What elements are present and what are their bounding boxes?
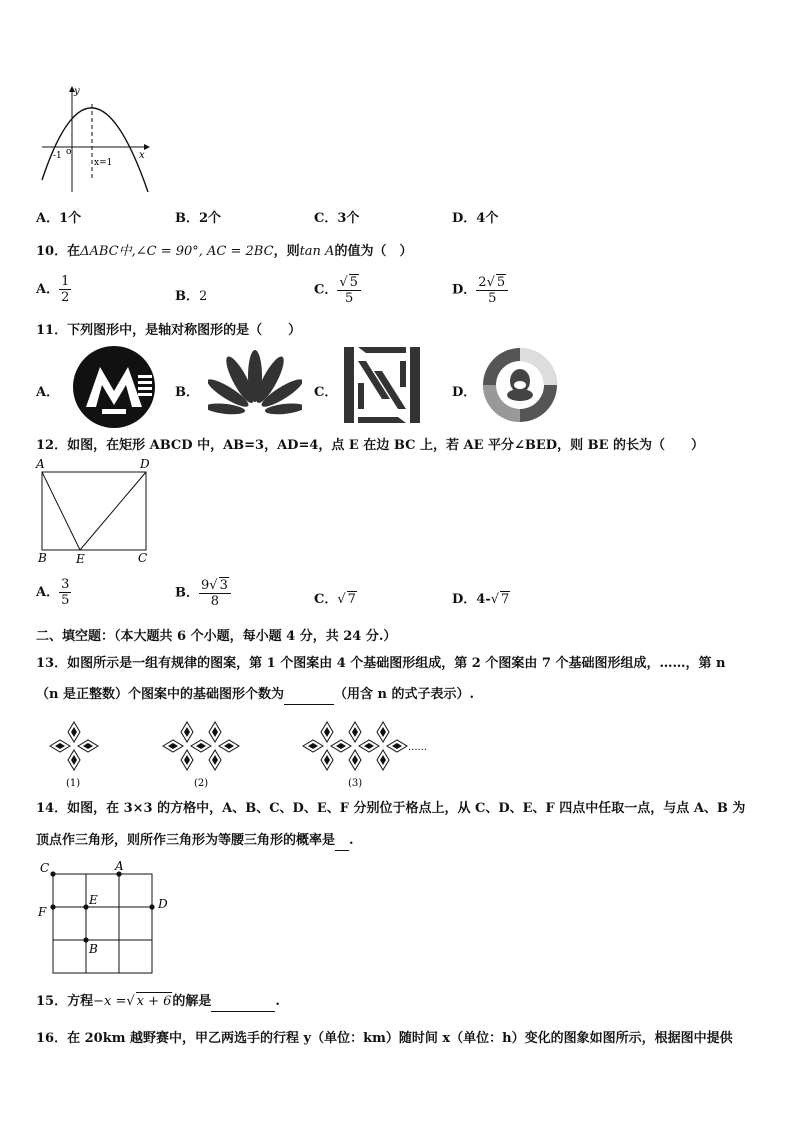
q10-option-a[interactable] bbox=[36, 274, 71, 305]
coefficient: 9 bbox=[201, 578, 210, 593]
q9-option-b[interactable] bbox=[175, 207, 221, 226]
q10-stem bbox=[36, 243, 412, 261]
q10-option-d[interactable] bbox=[452, 274, 508, 306]
fraction bbox=[59, 274, 71, 305]
q12-stem: 12．如图，在矩形 ABCD 中，AB=3，AD=4，点 E 在边 BC 上，若 AE 平分∠BED，则 BE 的长为（ ） bbox=[36, 438, 705, 453]
q10-stem-mid: ，则 bbox=[273, 244, 300, 259]
q14-stem-line1: 14．如图，在 3×3 的方格中，A、B、C、D、E、F 分别位于格点上，从 C、D、E、F 四点中任取一点，与点 A、B 为 bbox=[36, 801, 746, 816]
q11-option-d-letter[interactable]: D． bbox=[452, 385, 477, 400]
option-letter: B． bbox=[175, 289, 199, 304]
q14-line2-end: . bbox=[349, 833, 354, 848]
q11-stem: 11．下列图形中，是轴对称图形的是（ ） bbox=[36, 323, 302, 338]
section-2-title: 二、填空题：（本大题共 6 个小题，每小题 4 分，共 24 分.） bbox=[36, 629, 397, 644]
fraction bbox=[476, 274, 508, 306]
denominator: 5 bbox=[345, 291, 354, 306]
radicand: 5 bbox=[349, 275, 358, 290]
q12-point-e-label: E bbox=[76, 552, 85, 564]
q9-y-label: y bbox=[74, 86, 80, 97]
option-letter: B． bbox=[175, 585, 199, 601]
q13-dots: ...... bbox=[408, 742, 428, 753]
option-letter: C． bbox=[314, 282, 338, 298]
denominator: 2 bbox=[61, 290, 70, 305]
option-letter: C． bbox=[314, 211, 338, 226]
option-text: 2个 bbox=[199, 211, 222, 226]
q12-option-a[interactable] bbox=[36, 577, 71, 608]
q11-option-c-letter[interactable]: C． bbox=[314, 385, 338, 400]
denominator: 5 bbox=[488, 291, 497, 306]
denominator: 5 bbox=[61, 593, 70, 608]
radicand: x + 6 bbox=[136, 994, 172, 1009]
q9-parabola-graph bbox=[36, 84, 166, 194]
q14-stem-line2 bbox=[36, 832, 354, 851]
option-letter: A． bbox=[36, 211, 60, 226]
q12-point-a-label: A bbox=[36, 457, 45, 471]
q15-prefix: 15．方程 bbox=[36, 994, 94, 1009]
q14-point-d-label: D bbox=[158, 897, 168, 911]
coefficient: 2 bbox=[478, 275, 487, 290]
q10-stem-prefix: 10．在 bbox=[36, 244, 81, 259]
radicand: 5 bbox=[496, 275, 506, 290]
option-prefix: 4- bbox=[476, 592, 491, 607]
numerator: 3 bbox=[61, 577, 70, 592]
numerator: 2√ 5 bbox=[476, 274, 508, 291]
fraction bbox=[59, 577, 71, 608]
q13-label-1: (1) bbox=[66, 778, 81, 788]
q9-origin-label: o bbox=[66, 147, 72, 157]
option-letter: C． bbox=[314, 592, 338, 607]
q12-point-b-label: B bbox=[38, 551, 47, 564]
q14-point-b-label: B bbox=[89, 942, 98, 956]
q13-label-3: (3) bbox=[348, 778, 363, 788]
radicand: 7 bbox=[501, 592, 510, 607]
q14-point-e-label: E bbox=[89, 893, 98, 907]
option-letter: B． bbox=[175, 211, 199, 226]
q10-tan-expr: tan A bbox=[299, 244, 335, 259]
q15-answer-blank[interactable] bbox=[211, 993, 275, 1012]
q13-line2-prefix: （n 是正整数）个图案中的基础图形个数为 bbox=[36, 687, 284, 702]
q10-condition: ΔABC中,∠C = 90°, AC = 2BC bbox=[80, 244, 274, 259]
q13-stem-line2 bbox=[36, 686, 474, 705]
q12-point-d-label: D bbox=[140, 457, 150, 471]
q12-point-c-label: C bbox=[138, 551, 148, 564]
q13-answer-blank[interactable] bbox=[284, 686, 334, 705]
q9-neg1-label: -1 bbox=[53, 151, 62, 161]
fraction bbox=[199, 577, 231, 609]
option-text: 3个 bbox=[337, 211, 360, 226]
denominator: 8 bbox=[210, 594, 220, 609]
q12-rectangle-figure bbox=[34, 456, 158, 564]
q9-axis-label: x=1 bbox=[94, 158, 113, 168]
q9-option-d[interactable] bbox=[452, 207, 498, 226]
q11-logo-c-icon[interactable] bbox=[344, 347, 420, 423]
q16-stem: 16．在 20km 越野赛中，甲乙两选手的行程 y（单位：km）随时间 x（单位：h）变化的图象如图所示，根据图中提供 bbox=[36, 1031, 733, 1046]
q9-option-c[interactable] bbox=[314, 207, 359, 226]
q10-option-c[interactable] bbox=[314, 274, 361, 306]
q15-suffix: 的解是 bbox=[172, 994, 212, 1009]
q9-x-label: x bbox=[139, 150, 145, 161]
q10-option-b[interactable] bbox=[175, 285, 207, 304]
q14-grid-figure bbox=[34, 858, 174, 978]
q14-answer-blank[interactable] bbox=[335, 832, 349, 851]
fraction bbox=[337, 274, 361, 306]
q15-end: . bbox=[275, 994, 280, 1009]
q15-sqrt: √ x + 6 bbox=[126, 994, 172, 1009]
q13-stem-line1: 13．如图所示是一组有规律的图案，第 1 个图案由 4 个基础图形组成，第 2 个图案由 7 个基础图形组成，……，第 n bbox=[36, 656, 726, 671]
q10-stem-suffix: 的值为（ ） bbox=[334, 244, 413, 259]
q11-option-a-letter[interactable]: A． bbox=[36, 385, 60, 400]
q11-logo-d-icon[interactable] bbox=[482, 347, 558, 423]
q15-stem bbox=[36, 992, 280, 1012]
q9-option-a[interactable] bbox=[36, 207, 81, 226]
numerator: √ 5 bbox=[337, 274, 361, 291]
numerator: 9√ 3 bbox=[199, 577, 231, 594]
option-letter: D． bbox=[452, 592, 477, 607]
q15-lhs: −x = bbox=[93, 994, 127, 1009]
option-text: 2 bbox=[199, 289, 208, 304]
q11-logo-a-icon[interactable] bbox=[72, 345, 156, 429]
option-letter: D． bbox=[452, 211, 477, 226]
q11-logo-b-icon[interactable] bbox=[208, 348, 302, 424]
q14-point-a-label: A bbox=[115, 859, 124, 873]
q14-point-c-label: C bbox=[40, 861, 50, 875]
q14-point-f-label: F bbox=[38, 905, 47, 919]
q13-label-2: (2) bbox=[194, 778, 209, 788]
option-text: 1个 bbox=[59, 211, 82, 226]
q11-option-b-letter[interactable]: B． bbox=[175, 385, 199, 400]
numerator: 1 bbox=[61, 274, 70, 289]
q12-option-d[interactable]: D．4-√ 7 bbox=[452, 592, 510, 607]
option-text: 4个 bbox=[476, 211, 499, 226]
q12-option-b[interactable] bbox=[175, 577, 231, 609]
q13-pattern-figure bbox=[40, 716, 440, 788]
option-letter: A． bbox=[36, 585, 60, 600]
option-letter: D． bbox=[452, 282, 477, 298]
radicand: 7 bbox=[347, 592, 356, 607]
radicand: 3 bbox=[219, 578, 228, 593]
q13-line2-suffix: （用含 n 的式子表示）. bbox=[333, 687, 475, 702]
q14-line2-text: 顶点作三角形，则所作三角形为等腰三角形的概率是 bbox=[36, 833, 336, 848]
q12-option-c[interactable]: C．√ 7 bbox=[314, 592, 356, 607]
option-letter: A． bbox=[36, 282, 60, 297]
